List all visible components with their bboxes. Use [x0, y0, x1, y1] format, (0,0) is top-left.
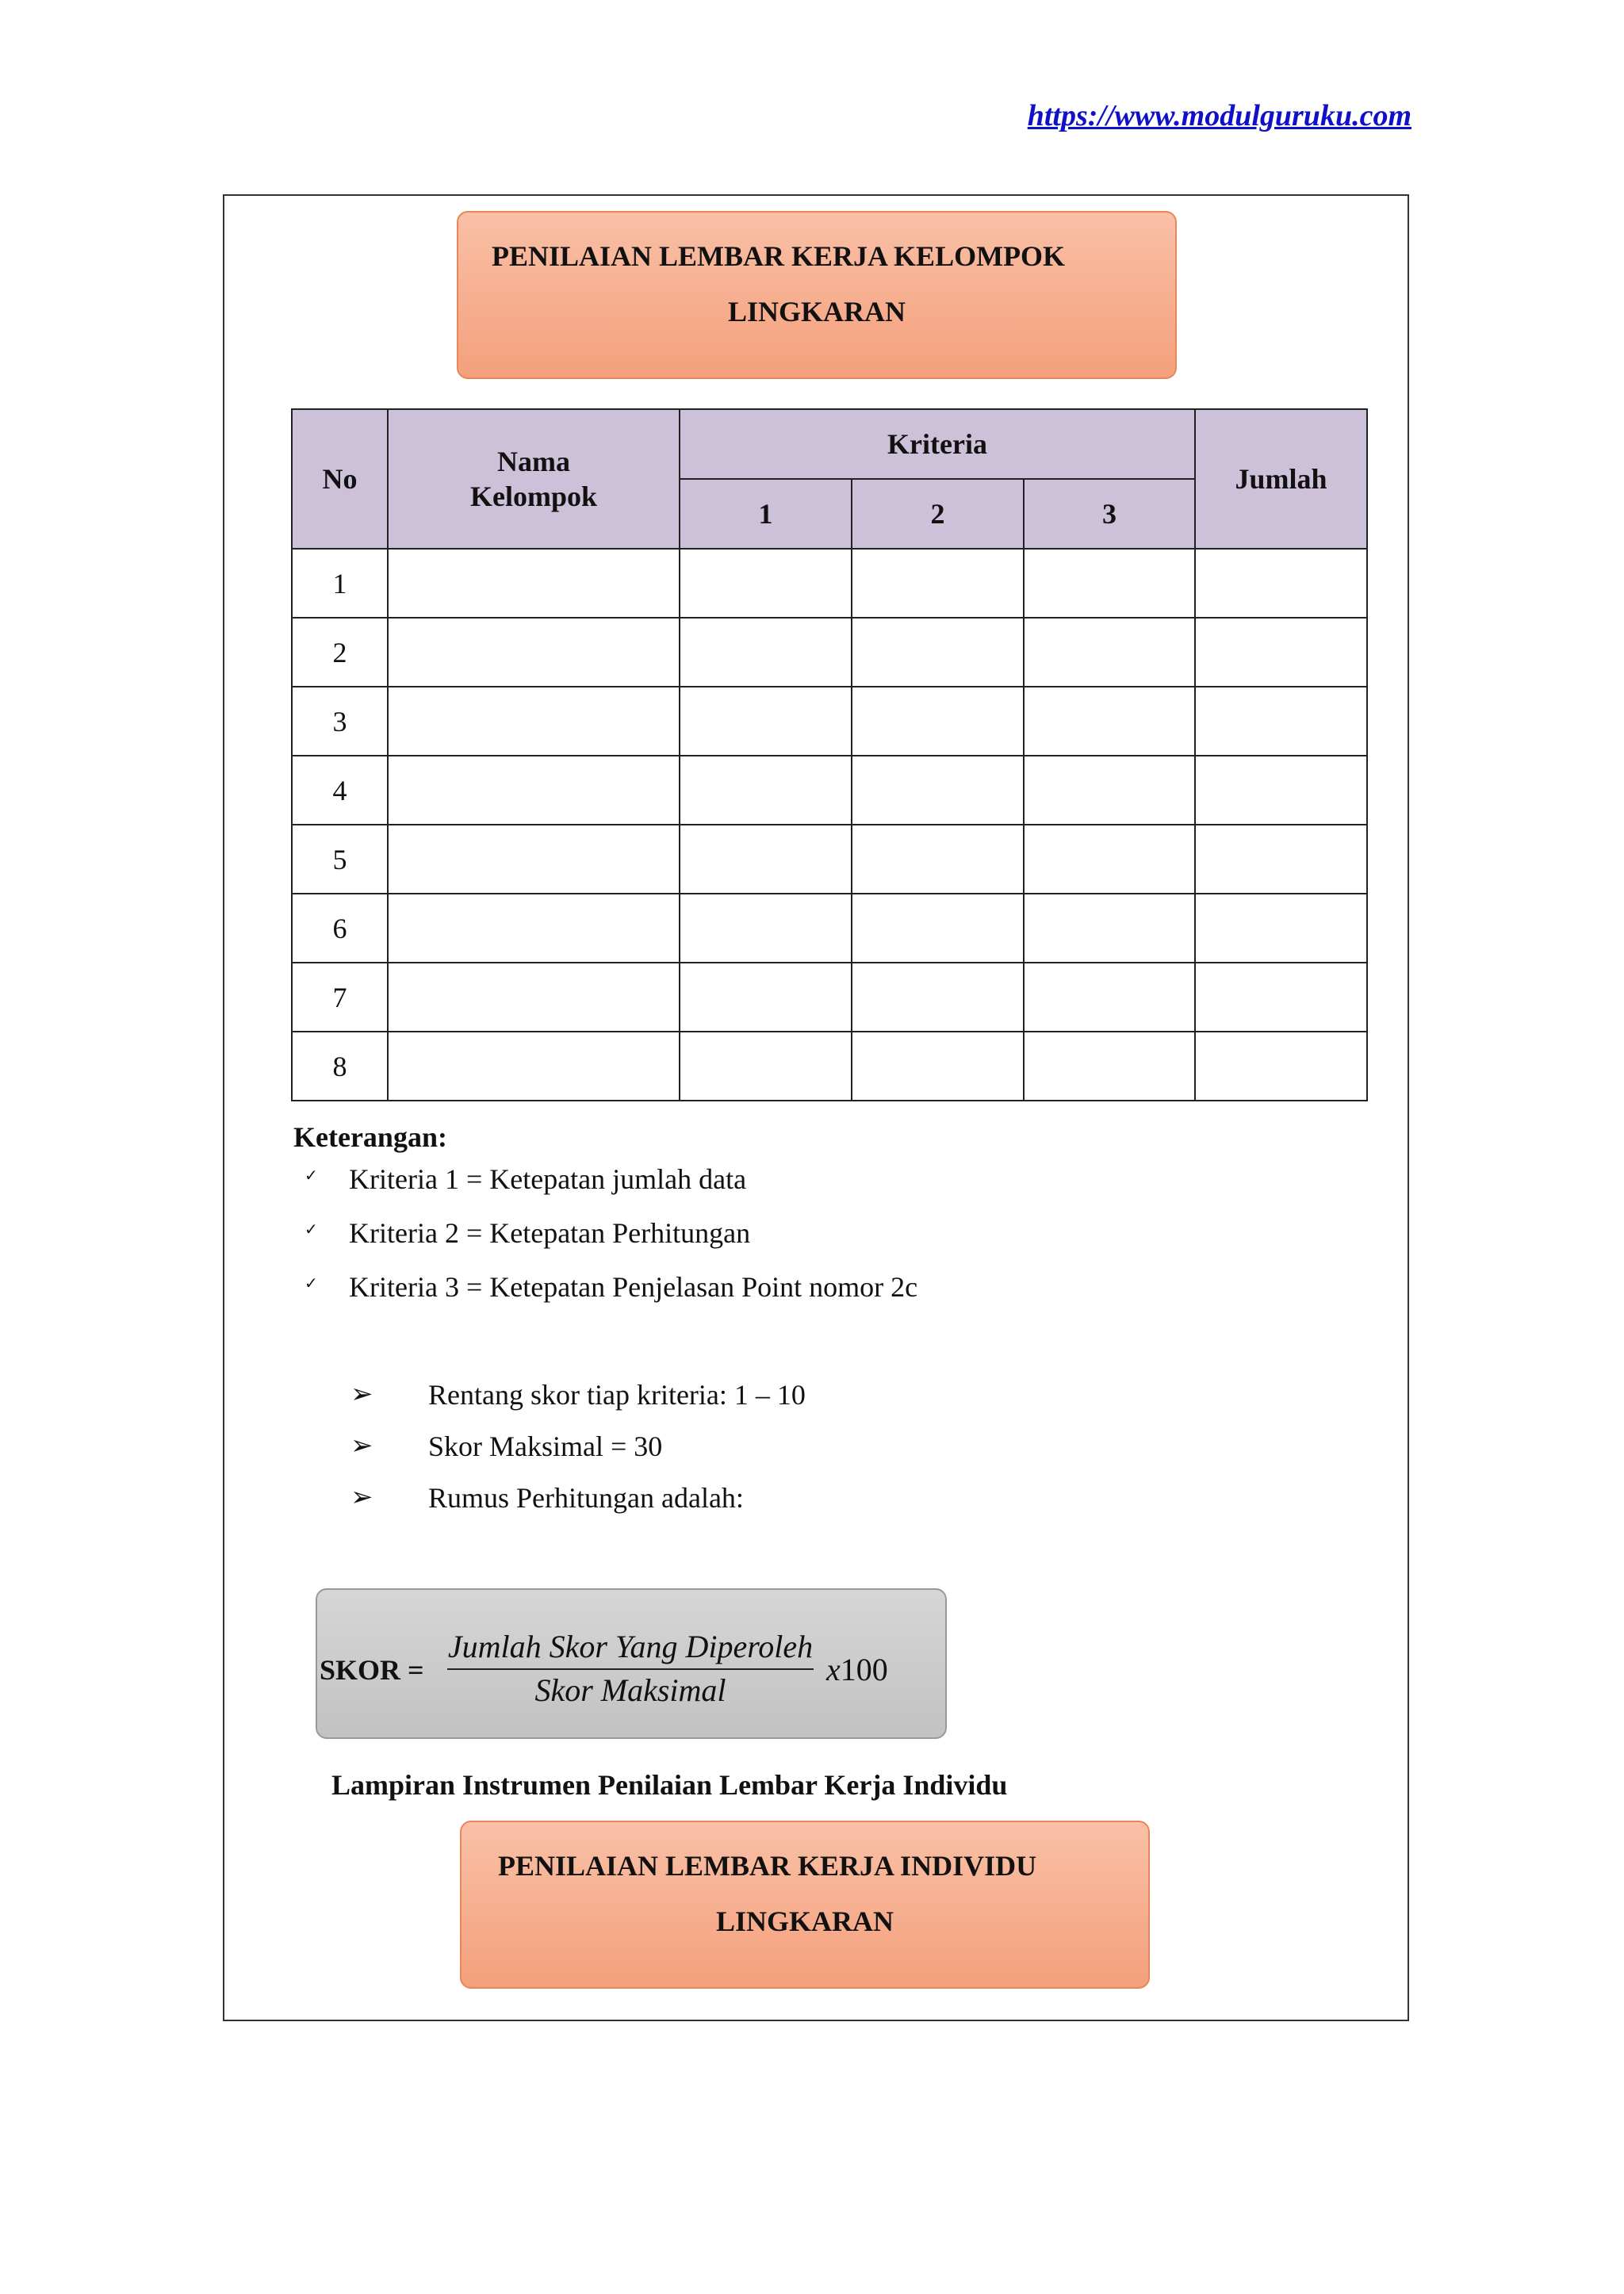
checkmark-icon: ✓	[304, 1167, 318, 1185]
arrow-bullet-icon: ➢	[350, 1483, 373, 1512]
cell-k1[interactable]	[680, 963, 852, 1032]
cell-k3[interactable]	[1024, 1032, 1195, 1101]
table-row	[292, 963, 1367, 1032]
row-number: 3	[292, 687, 388, 756]
table-row	[292, 549, 1367, 618]
cell-k2[interactable]	[852, 1032, 1024, 1101]
cell-nama[interactable]	[388, 894, 680, 963]
cell-jumlah[interactable]	[1195, 687, 1367, 756]
cell-k2[interactable]	[852, 963, 1024, 1032]
banner-title: PENILAIAN LEMBAR KERJA INDIVIDU	[498, 1850, 1037, 1882]
header-kriteria-1: 1	[680, 479, 852, 549]
table-row	[292, 618, 1367, 687]
cell-k3[interactable]	[1024, 549, 1195, 618]
cell-k2[interactable]	[852, 825, 1024, 894]
cell-k1[interactable]	[680, 825, 852, 894]
formula-fraction	[444, 1628, 817, 1709]
cell-k3[interactable]	[1024, 756, 1195, 825]
list-item: ✓ Kriteria 2 = Ketepatan Perhitungan	[304, 1217, 751, 1249]
score-formula-box	[316, 1588, 947, 1739]
website-link[interactable]: https://www.modulguruku.com	[1027, 99, 1411, 132]
cell-k2[interactable]	[852, 894, 1024, 963]
individual-assessment-banner	[460, 1821, 1150, 1989]
cell-jumlah[interactable]	[1195, 549, 1367, 618]
cell-jumlah[interactable]	[1195, 894, 1367, 963]
lampiran-heading: Lampiran Instrumen Penilaian Lembar Kerja Individu	[331, 1769, 1008, 1801]
table-row	[292, 894, 1367, 963]
formula-multiplier: x100	[826, 1652, 888, 1687]
row-number: 7	[292, 963, 388, 1032]
cell-k1[interactable]	[680, 1032, 852, 1101]
banner-title: PENILAIAN LEMBAR KERJA KELOMPOK	[492, 240, 1066, 272]
table-header-row	[292, 409, 1367, 479]
cell-k1[interactable]	[680, 894, 852, 963]
formula-label: SKOR =	[320, 1654, 424, 1686]
table-row	[292, 687, 1367, 756]
banner-subtitle: LINGKARAN	[727, 296, 906, 327]
cell-nama[interactable]	[388, 1032, 680, 1101]
checkmark-icon: ✓	[304, 1275, 318, 1293]
cell-k2[interactable]	[852, 756, 1024, 825]
list-item: ➢ Rumus Perhitungan adalah:	[350, 1482, 744, 1514]
list-item: ✓ Kriteria 1 = Ketepatan jumlah data	[304, 1163, 747, 1195]
cell-nama[interactable]	[388, 756, 680, 825]
header-kriteria-2: 2	[852, 479, 1024, 549]
header-jumlah: Jumlah	[1195, 409, 1367, 549]
keterangan-title: Keterangan:	[293, 1121, 447, 1153]
cell-k3[interactable]	[1024, 687, 1195, 756]
header-no: No	[292, 409, 388, 549]
cell-jumlah[interactable]	[1195, 1032, 1367, 1101]
table-row	[292, 1032, 1367, 1101]
arrow-bullet-icon: ➢	[350, 1431, 373, 1461]
cell-k3[interactable]	[1024, 618, 1195, 687]
row-number: 8	[292, 1032, 388, 1101]
table-row	[292, 825, 1367, 894]
cell-k2[interactable]	[852, 687, 1024, 756]
cell-jumlah[interactable]	[1195, 756, 1367, 825]
cell-nama[interactable]	[388, 549, 680, 618]
row-number: 1	[292, 549, 388, 618]
header-kriteria: Kriteria	[680, 409, 1195, 479]
banner-subtitle: LINGKARAN	[715, 1905, 894, 1937]
keterangan-list	[304, 1162, 917, 1324]
cell-k2[interactable]	[852, 618, 1024, 687]
list-item: ➢ Skor Maksimal = 30	[350, 1430, 663, 1462]
cell-k1[interactable]	[680, 687, 852, 756]
cell-k1[interactable]	[680, 618, 852, 687]
cell-nama[interactable]	[388, 825, 680, 894]
cell-k3[interactable]	[1024, 825, 1195, 894]
cell-jumlah[interactable]	[1195, 963, 1367, 1032]
cell-jumlah[interactable]	[1195, 825, 1367, 894]
list-item: ➢ Rentang skor tiap kriteria: 1 – 10	[350, 1379, 806, 1411]
assessment-table	[291, 408, 1368, 1101]
cell-jumlah[interactable]	[1195, 618, 1367, 687]
cell-nama[interactable]	[388, 963, 680, 1032]
row-number: 4	[292, 756, 388, 825]
cell-k2[interactable]	[852, 549, 1024, 618]
group-assessment-banner	[457, 211, 1177, 379]
cell-k1[interactable]	[680, 756, 852, 825]
list-item: ✓ Kriteria 3 = Ketepatan Penjelasan Point nomor 2c	[304, 1271, 918, 1303]
row-number: 2	[292, 618, 388, 687]
cell-k1[interactable]	[680, 549, 852, 618]
cell-nama[interactable]	[388, 687, 680, 756]
table-row	[292, 756, 1367, 825]
notes-list	[350, 1378, 806, 1533]
cell-k3[interactable]	[1024, 894, 1195, 963]
checkmark-icon: ✓	[304, 1221, 318, 1239]
formula-numerator: Jumlah Skor Yang Diperoleh	[447, 1629, 814, 1664]
header-nama-kelompok: Nama Kelompok	[388, 409, 680, 549]
header-kriteria-3: 3	[1024, 479, 1195, 549]
formula-denominator: Skor Maksimal	[534, 1672, 726, 1708]
cell-k3[interactable]	[1024, 963, 1195, 1032]
row-number: 6	[292, 894, 388, 963]
arrow-bullet-icon: ➢	[350, 1380, 373, 1409]
row-number: 5	[292, 825, 388, 894]
cell-nama[interactable]	[388, 618, 680, 687]
